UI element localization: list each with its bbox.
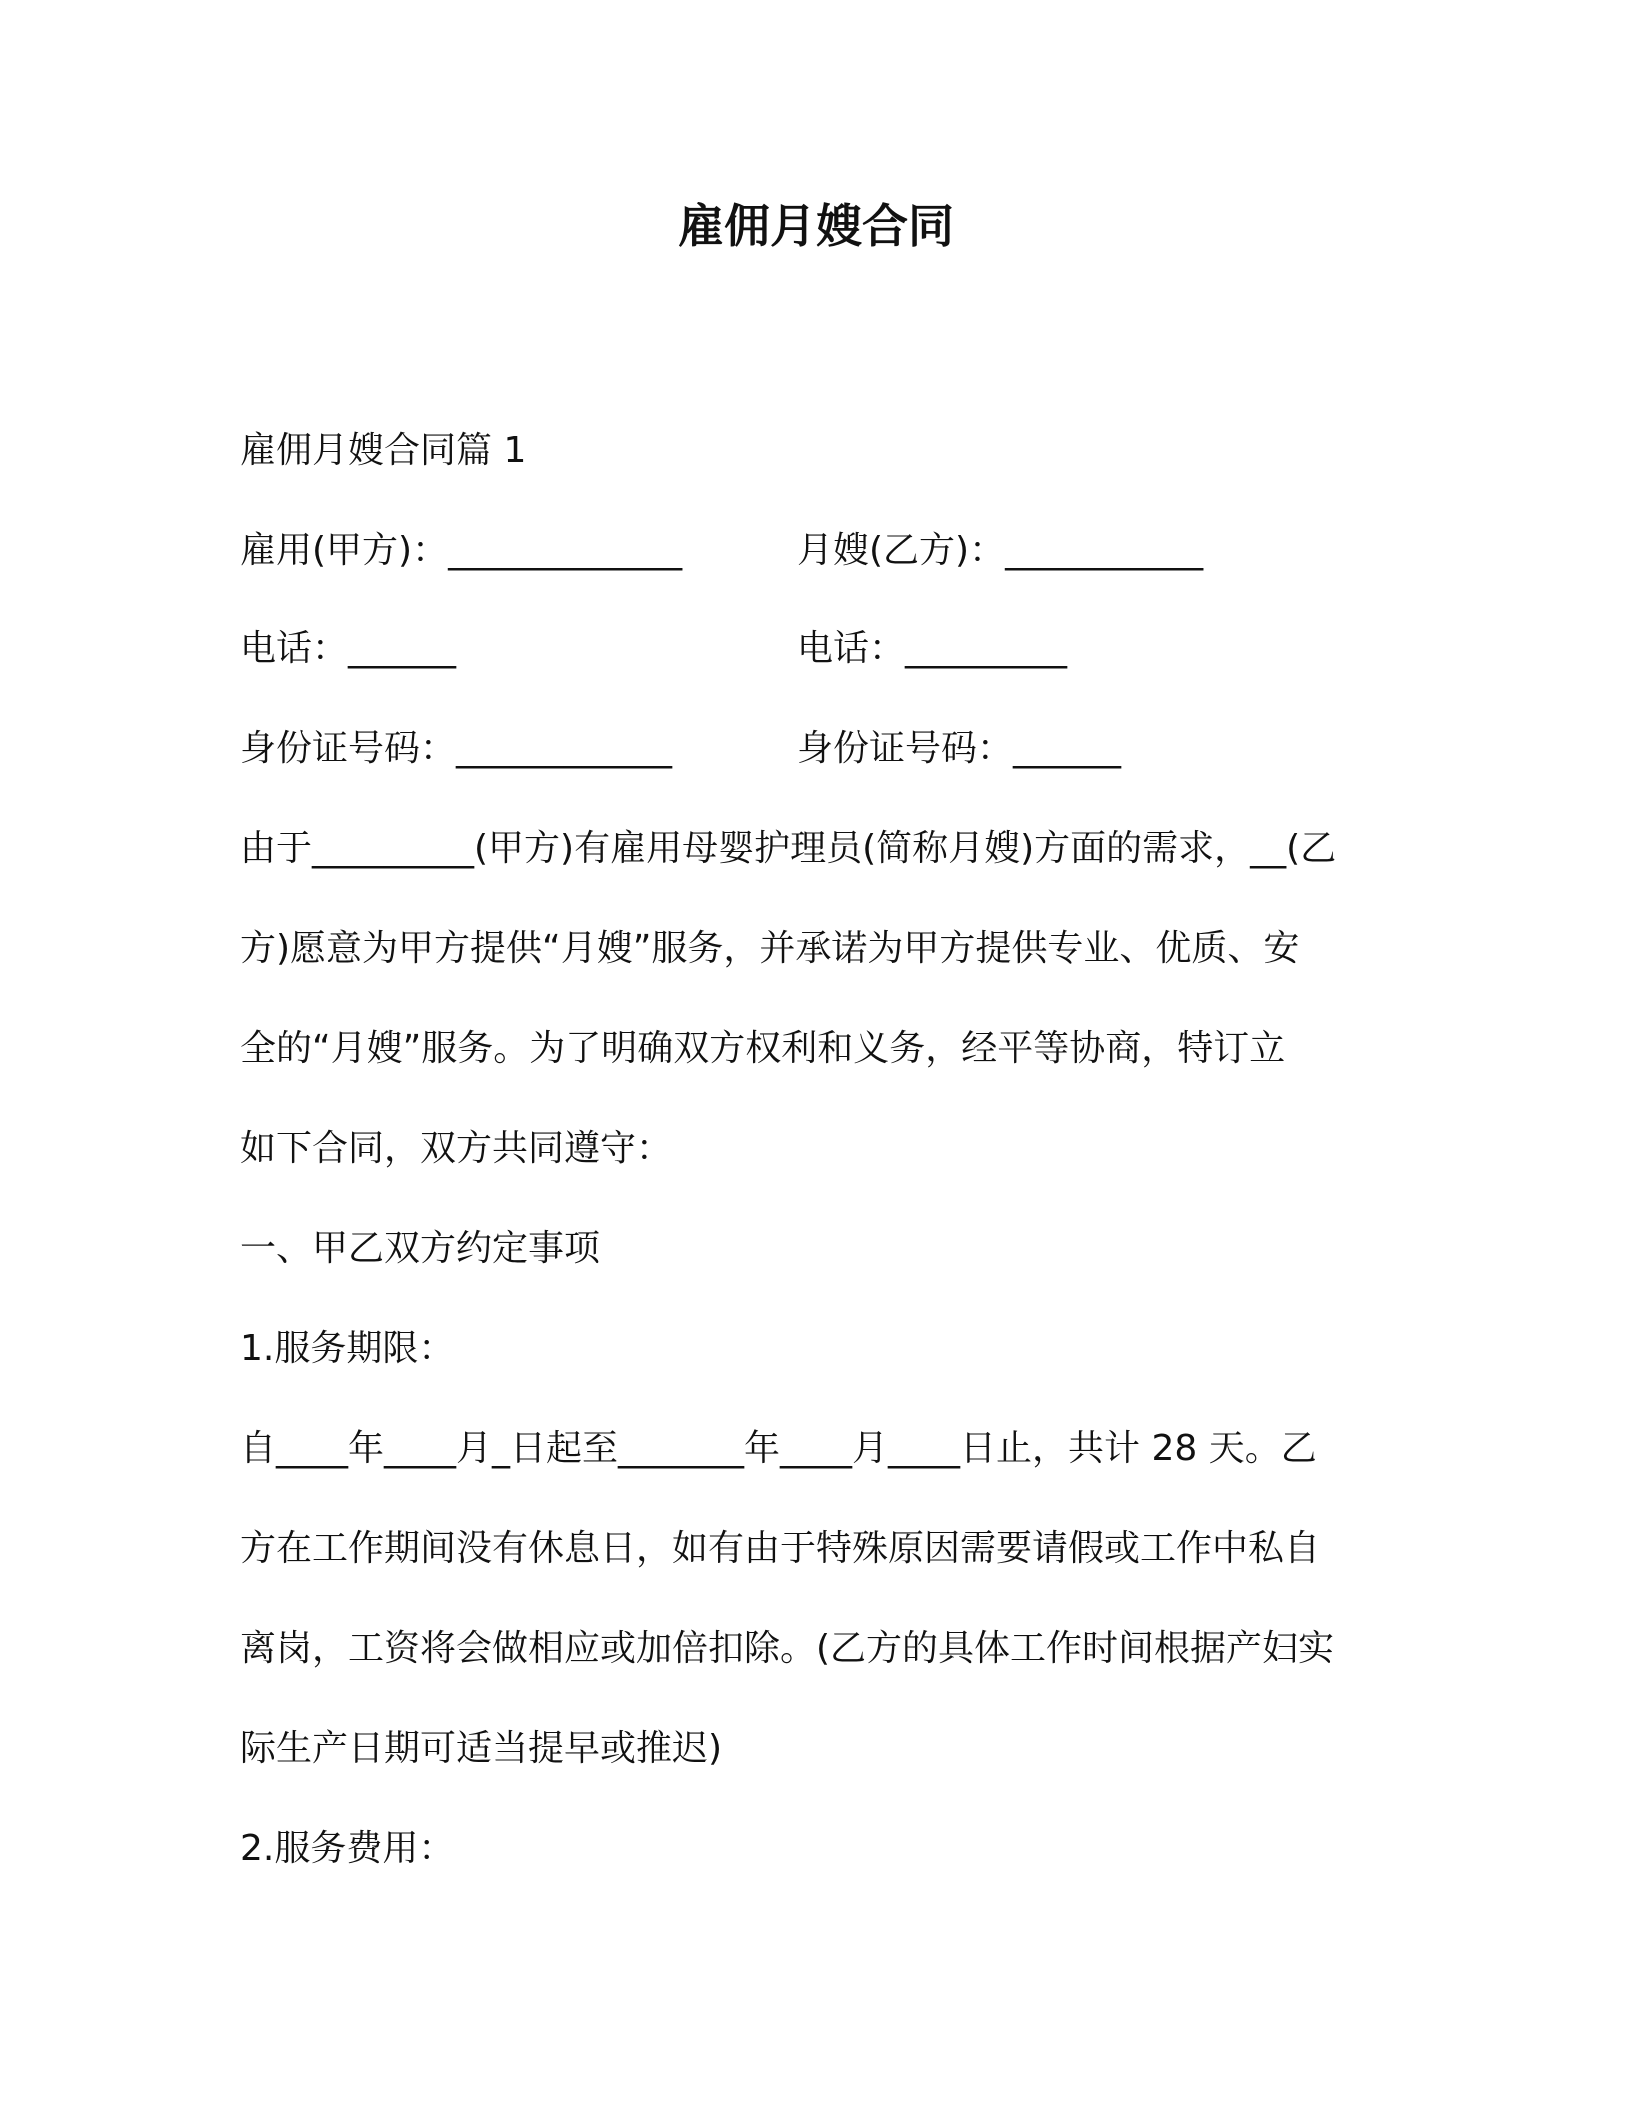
- item-1-heading: 1.服务期限：: [240, 1328, 455, 1369]
- intro-line: 如下合同，双方共同遵守：: [240, 1128, 673, 1169]
- item-1-line: 离岗，工资将会做相应或加倍扣除。(乙方的具体工作时间根据产妇实: [240, 1628, 1335, 1669]
- party-a-field: 雇用(甲方)：_____________: [240, 530, 683, 571]
- phone-a-field: 电话：______: [240, 628, 457, 669]
- party-b-field: 月嫂(乙方)：___________: [797, 530, 1204, 571]
- phone-b-field: 电话：_________: [797, 628, 1068, 669]
- id-b-field: 身份证号码：______: [797, 728, 1122, 769]
- section-heading: 雇佣月嫂合同篇 1: [240, 430, 527, 471]
- item-1-line: 方在工作期间没有休息日，如有由于特殊原因需要请假或工作中私自: [240, 1528, 1321, 1569]
- item-2-heading: 2.服务费用：: [240, 1828, 455, 1869]
- intro-line: 由于_________(甲方)有雇用母婴护理员(简称月嫂)方面的需求，__(乙: [240, 828, 1337, 869]
- intro-line: 全的“月嫂”服务。为了明确双方权利和义务，经平等协商，特订立: [240, 1028, 1286, 1069]
- intro-line: 方)愿意为甲方提供“月嫂”服务，并承诺为甲方提供专业、优质、安: [240, 928, 1300, 969]
- item-1-line: 际生产日期可适当提早或推迟): [240, 1728, 723, 1769]
- document-title: 雇佣月嫂合同: [678, 199, 954, 253]
- item-1-line: 自____年____月_日起至_______年____月____日止，共计 28 天。乙: [240, 1428, 1317, 1469]
- id-a-field: 身份证号码：____________: [240, 728, 673, 769]
- article-1-heading: 一、甲乙双方约定事项: [240, 1228, 601, 1269]
